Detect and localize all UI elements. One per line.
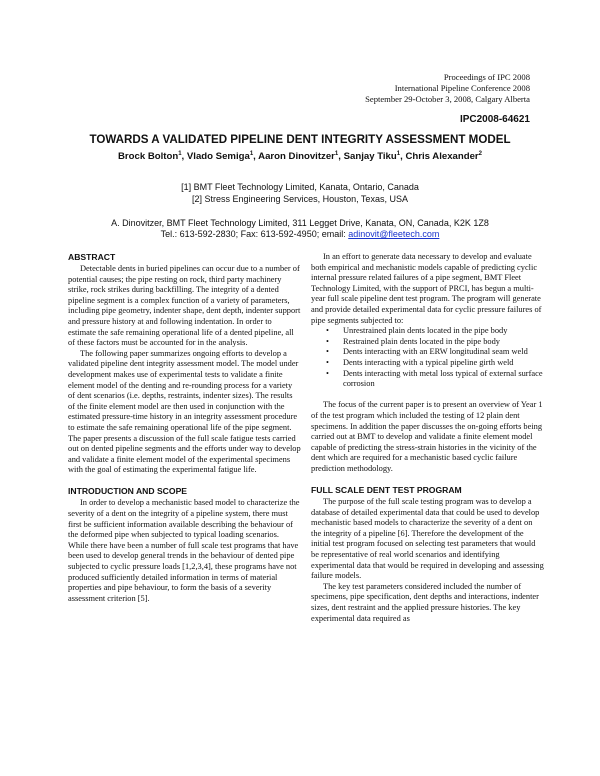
right-column xyxy=(311,252,544,624)
intro-heading: INTRODUCTION AND SCOPE xyxy=(68,486,188,497)
affiliation-line: [1] BMT Fleet Technology Limited, Kanata, Ontario, Canada xyxy=(181,182,419,192)
abstract-paragraph: Detectable dents in buried pipelines can occur due to a number of potential causes; the pipe resting on rock, third party machinery strike, rock strikes during backfilling. The integrity of a dented pipeline segment is a complex function of a variety of parameters, including pipe geometry, indenter shape, dent depth, indenter support and pressure history at and following indentation. In order to estimate the safe remaining operational life of a dented pipeline, all of these factors must be accounted for in the analysis. xyxy=(68,264,301,348)
bullet-icon: • xyxy=(326,326,329,336)
section-heading: FULL SCALE DENT TEST PROGRAM xyxy=(311,485,462,496)
body-paragraph: The focus of the current paper is to present an overview of Year 1 of the test program which included the testing of 12 plain dent specimens. In addition the paper discusses the on-going efforts being carried out at BMT to develop and validate a finite element model capable of predicting the stress-strain histories in the vicinity of the dent which are required for a mechanistic based cyclic failure prediction methodology. xyxy=(311,400,543,473)
contact-info xyxy=(0,218,600,240)
email-link[interactable]: adinovit@fleetech.com xyxy=(348,229,440,239)
abstract-paragraph: The following paper summarizes ongoing efforts to develop a validated pipeline dent integrity assessment model. The model under development makes use of experimental tests to validate a finite element model of the denting and re-rounding process for a variety of dent scenarios (i.e. depths, restraints, indenter sizes). The results of the finite element model are then used in conjunction with the estimated pressure-time history in an integrity assessment procedure to estimate the safe remaining operational life of the pipe segment. The paper presents a discussion of the full scale fatigue tests carried out on dented pipeline segments and the efforts under way to develop and validate a finite element model of the experimental specimens with the goal of estimating the experimental fatigue life. xyxy=(68,348,301,475)
abstract-heading: ABSTRACT xyxy=(68,252,116,262)
author-name: Sanjay Tiku xyxy=(343,151,397,163)
list-item: • Dents interacting with metal loss typical of external surface corrosion xyxy=(326,368,543,389)
author-name: Vlado Semiga xyxy=(186,151,250,163)
proceedings-line: September 29-October 3, 2008, Calgary Alberta xyxy=(365,94,530,104)
contact-address: A. Dinovitzer, BMT Fleet Technology Limited, 311 Legget Drive, Kanata, ON, Canada, K2K 1Z8 xyxy=(111,218,489,228)
author-affiliation-mark: 1 xyxy=(334,151,339,157)
contact-phone: Tel.: 613-592-2830; Fax: 613-592-4950; email: xyxy=(160,229,349,239)
list-item: • Restrained plain dents located in the pipe body xyxy=(326,336,500,346)
author-affiliation-mark: 1 xyxy=(178,151,182,157)
list-item: • Dents interacting with an ERW longitudinal seam weld xyxy=(326,347,528,357)
contact-phone-line xyxy=(0,229,600,240)
bullet-icon: • xyxy=(326,357,329,367)
proceedings-block xyxy=(365,72,530,105)
affiliation-line: [2] Stress Engineering Services, Houston, Texas, USA xyxy=(192,194,408,204)
bullet-icon: • xyxy=(326,347,329,357)
paper-id: IPC2008-64621 xyxy=(459,114,530,125)
bullet-icon: • xyxy=(326,336,329,346)
author-affiliation-mark: 1 xyxy=(249,151,254,157)
intro-paragraph: In order to develop a mechanistic based model to characterize the severity of a dent on the integrity of a pipeline system, there must first be sufficient information available describing the behaviour of the deformed pipe when subjected to typical loading scenarios. While there have been a number of full scale test programs that have been used to develop general trends in the behaviour of dented pipe subjected to cyclic pressure loads [1,2,3,4], these programs have not produced sufficiently detailed information in terms of material properties and pipe behaviour, to form the basis of a severity assessment criterion [5]. xyxy=(68,498,300,603)
list-item: • Dents interacting with a typical pipeline girth weld xyxy=(326,357,514,367)
author-name: Chris Alexander xyxy=(405,151,479,163)
bullet-icon: • xyxy=(326,368,329,378)
left-column xyxy=(68,252,301,604)
body-paragraph: The key test parameters considered included the number of specimens, pipe specification, dent depths and interactions, indenter sizes, dent restraint and the applied pressure histories. The key experimental data required as xyxy=(311,581,539,623)
proceedings-line: International Pipeline Conference 2008 xyxy=(394,83,530,93)
paper-title: TOWARDS A VALIDATED PIPELINE DENT INTEGRITY ASSESSMENT MODEL xyxy=(89,133,511,146)
author-affiliation-mark: 2 xyxy=(478,151,483,157)
proceedings-line: Proceedings of IPC 2008 xyxy=(443,72,530,82)
affiliations xyxy=(0,181,600,205)
author-list: Brock Bolton$^1$, Vlado Semiga$^1$, Aaron Dinovitzer$^1$, Sanjay Tiku$^1$, Chris Alexander$^2$ xyxy=(117,151,483,163)
author-name: Aaron Dinovitzer xyxy=(258,151,335,163)
list-item: • Unrestrained plain dents located in the pipe body xyxy=(326,326,508,336)
bullet-list xyxy=(311,326,544,390)
author-name: Brock Bolton xyxy=(117,151,179,163)
author-affiliation-mark: 1 xyxy=(396,151,401,157)
body-paragraph: The purpose of the full scale testing program was to develop a database of detailed experimental data that could be used to develop mechanistic based models to characterize the severity of a dent on the integrity of a pipeline [6]. Therefore the development of the initial test program focused on selecting test parameters that would be representative of real world scenarios and identifying experimental data that would be required in developing and assessing failure models. xyxy=(311,497,544,581)
body-paragraph: In an effort to generate data necessary to develop and evaluate both empirical and mechanistic models capable of predicting cyclic internal pressure related failures of a pipe segment, BMT Fleet Technology Limited, with the support of PRCI, has begun a multi-year full scale pipeline dent test program. The program will generate and provide detailed experimental data for cyclic pressure failures of pipe segments subjected to: xyxy=(311,252,542,325)
